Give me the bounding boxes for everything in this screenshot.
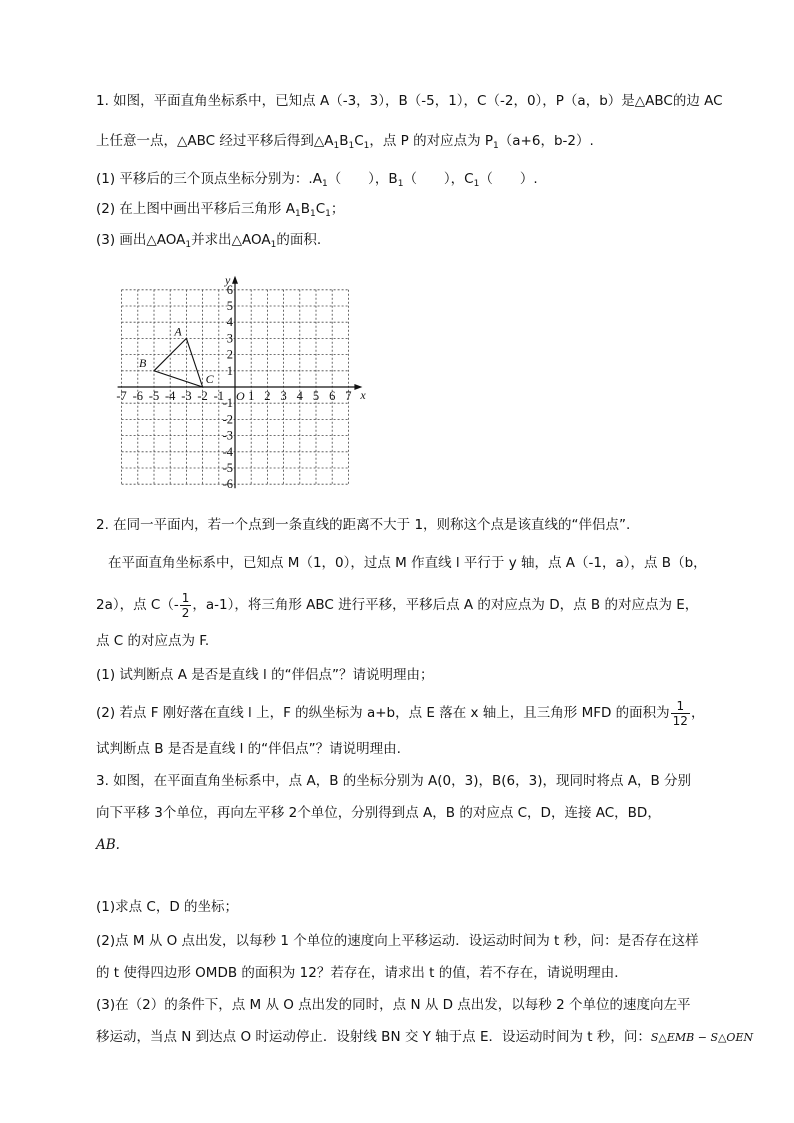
point-label-c: C (205, 372, 214, 386)
q3-part1: (1)求点 C，D 的坐标； (96, 899, 239, 915)
area-formula: S△EMB − S△OEN (650, 1031, 754, 1044)
fraction-half: $\frac{1}{2}$ (181, 590, 190, 620)
q2-sub2: (2) 若点 F 刚好落在直线 l 上，F 的纵坐标为 a+b，点 E 落在 x 轴上，且三角形 MFD 的面积为 $\frac{1}{12}$ ， (96, 698, 705, 728)
x-tick-label: -4 (164, 389, 176, 403)
x-tick-label: 6 (329, 389, 336, 403)
q2-sub1: (1) 试判断点 A 是否是直线 l 的“伴侣点”？请说明理由； (96, 667, 434, 683)
q1-sub2: (2) 在上图中画出平移后三角形 $A_1B_1C_1$； (96, 201, 345, 219)
x-axis-label: x (360, 388, 366, 402)
y-tick-label: 5 (226, 299, 233, 313)
triangle-abc (154, 338, 203, 387)
q3-part2-line1: (2)点 M 从 O 点出发，以每秒 1 个单位的速度向上平移运动．设运动时间为 t 秒，问：是否存在这样 (96, 933, 699, 949)
x-tick-label: -2 (197, 389, 208, 403)
q2-line1: 2. 在同一平面内，若一个点到一条直线的距离不大于 1，则称这个点是该直线的“伴侣点”. (96, 517, 631, 533)
x-tick-label: -6 (132, 389, 144, 403)
y-tick-label: -2 (222, 412, 233, 427)
y-tick-label: 3 (226, 331, 233, 346)
q3-line3: AB. (96, 837, 120, 853)
q2-line4: 点 C 的对应点为 F. (96, 633, 210, 649)
y-tick-label: 4 (226, 315, 233, 330)
y-tick-label: -6 (222, 477, 233, 492)
y-axis-label: y (225, 272, 231, 287)
y-tick-label: -1 (222, 396, 233, 411)
x-tick-label: -5 (148, 389, 160, 403)
q3-part3-line2: 移运动，当点 N 到达点 O 时运动停止．设射线 BN 交 Y 轴于点 E．设运动时间为 t 秒，问：S△EMB − S△OEN (96, 1029, 754, 1045)
q3-part2-line2: 的 t 使得四边形 OMDB 的面积为 12？若存在，请求出 t 的值，若不存在，请说明理由． (96, 965, 628, 981)
x-tick-label: 4 (296, 389, 303, 403)
q3-line1: 3. 如图，在平面直角坐标系中，点 A，B 的坐标分别为 A(0，3)，B(6，3)，现同时将点 A，B 分别 (96, 773, 692, 789)
x-tick-label: 1 (248, 389, 255, 403)
q2-line2: 在平面直角坐标系中，已知点 M（1，0），过点 M 作直线 l 平行于 y 轴，点 A（-1，a），点 B（b， (108, 555, 707, 571)
q2-sub2-line2: 试判断点 B 是否是直线 l 的“伴侣点”？请说明理由. (96, 741, 401, 757)
y-tick-label: -4 (222, 444, 233, 459)
x-tick-label: 2 (264, 389, 271, 403)
x-tick-label: -1 (213, 389, 225, 403)
x-tick-label: -3 (181, 389, 192, 403)
q1-sub3: (3) 画出$\triangle AOA_1$并求出$\triangle AOA_1$的面积. (96, 232, 322, 250)
y-tick-label: 1 (226, 363, 233, 378)
coordinate-grid (90, 262, 390, 502)
origin-label: O (236, 389, 245, 403)
q3-part3-line1: (3)在（2）的条件下，点 M 从 O 点出发的同时，点 N 从 D 点出发，以每秒 2 个单位的速度向左平 (96, 997, 691, 1013)
q2-line3: 2a），点 C（- $\frac{1}{2}$ ，a-1），将三角形 ABC 进行平移，平移后点 A 的对应点为 D，点 B 的对应点为 E， (96, 590, 699, 620)
x-tick-label: -7 (116, 389, 127, 403)
x-tick-label: 7 (345, 389, 352, 403)
y-tick-label: -3 (222, 428, 233, 443)
fraction-one-twelfth: $\frac{1}{12}$ (672, 698, 688, 728)
y-tick-label: 2 (226, 347, 233, 362)
q1-line2: 上任意一点，△ABC 经过平移后得到$\triangle A_1B_1C_1$，点 P 的对应点为 $P_1(a+6$，b-2）. (96, 133, 594, 151)
y-tick-label: 6 (226, 282, 233, 297)
point-label-b: B (139, 355, 147, 370)
y-tick-label: -5 (222, 461, 233, 475)
point-label-a: A (174, 324, 182, 339)
x-tick-label: 5 (312, 389, 320, 403)
q1-sub1: (1) 平移后的三个顶点坐标分别为：$.A_1$（ ），$B_1$（ ），$C_1$（ ）. (96, 171, 538, 189)
x-tick-label: 3 (280, 389, 287, 403)
q1-line1: 1. 如图，平面直角坐标系中，已知点 A（-3，3），B（-5，1），C（-2，0），P（a，b）是△ABC的边 AC (96, 93, 723, 109)
q3-line2: 向下平移 3个单位，再向左平移 2个单位，分别得到点 A，B 的对应点 C，D，连接 AC，BD， (96, 805, 661, 821)
